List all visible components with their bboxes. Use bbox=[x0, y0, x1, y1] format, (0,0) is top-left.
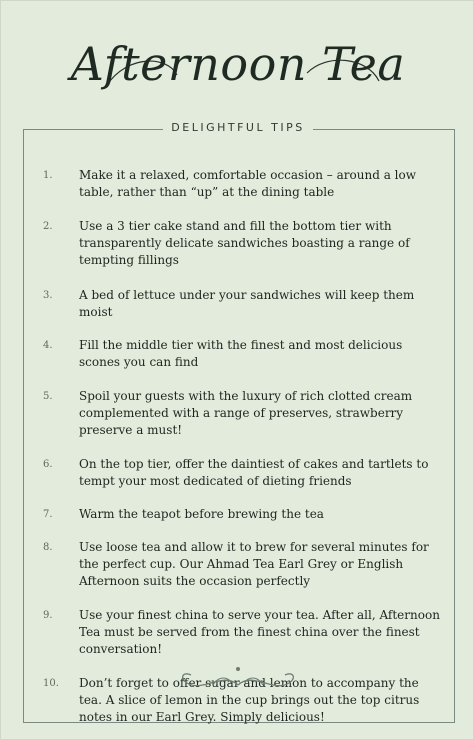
item-text: Don’t forget to offer sugar and lemon to accompany the tea. A slice of lemon in the cup brings out the top citrus notes in our Earl Grey. Simply delicious! bbox=[79, 676, 420, 724]
item-number: 6. bbox=[43, 459, 53, 470]
item-number: 2. bbox=[43, 221, 53, 232]
section-subtitle bbox=[1, 121, 474, 134]
list-item bbox=[43, 539, 445, 590]
item-text: A bed of lettuce under your sandwiches will keep them moist bbox=[79, 288, 415, 319]
subtitle-text: DELIGHTFUL TIPS bbox=[163, 121, 312, 134]
item-text: Use loose tea and allow it to brew for several minutes for the perfect cup. Our Ahmad Tea Earl Grey or English Afternoon suits the occasion perfectly bbox=[79, 540, 429, 588]
list-item bbox=[43, 337, 445, 371]
item-text: Make it a relaxed, comfortable occasion – around a low table, rather than “up” at the dining table bbox=[79, 168, 416, 199]
tips-list bbox=[43, 167, 445, 726]
page-title: Afternoon Tea bbox=[70, 37, 406, 91]
item-number: 1. bbox=[43, 170, 53, 181]
item-number: 4. bbox=[43, 340, 53, 351]
list-item bbox=[43, 287, 445, 321]
item-text: Fill the middle tier with the finest and most delicious scones you can find bbox=[79, 338, 403, 369]
list-item bbox=[43, 167, 445, 201]
item-number: 8. bbox=[43, 542, 53, 553]
list-item bbox=[43, 218, 445, 269]
item-text: Warm the teapot before brewing the tea bbox=[79, 507, 324, 521]
item-number: 10. bbox=[43, 678, 59, 689]
item-text: On the top tier, offer the daintiest of cakes and tartlets to tempt your most dedicated of dieting friends bbox=[79, 457, 429, 488]
item-text: Spoil your guests with the luxury of rich clotted cream complemented with a range of preserves, strawberry preserve a must! bbox=[79, 389, 413, 437]
list-item bbox=[43, 607, 445, 658]
list-item bbox=[43, 388, 445, 439]
list-item bbox=[43, 506, 445, 523]
item-number: 5. bbox=[43, 391, 53, 402]
item-number: 7. bbox=[43, 509, 53, 520]
item-text: Use a 3 tier cake stand and fill the bottom tier with transparently delicate sandwiches boasting a range of tempting fillings bbox=[79, 219, 410, 267]
item-number: 9. bbox=[43, 610, 53, 621]
item-text: Use your finest china to serve your tea. After all, Afternoon Tea must be served from the finest china over the finest conversation! bbox=[79, 608, 440, 656]
bottom-flourish-ornament bbox=[173, 663, 303, 697]
list-item bbox=[43, 456, 445, 490]
item-number: 3. bbox=[43, 290, 53, 301]
